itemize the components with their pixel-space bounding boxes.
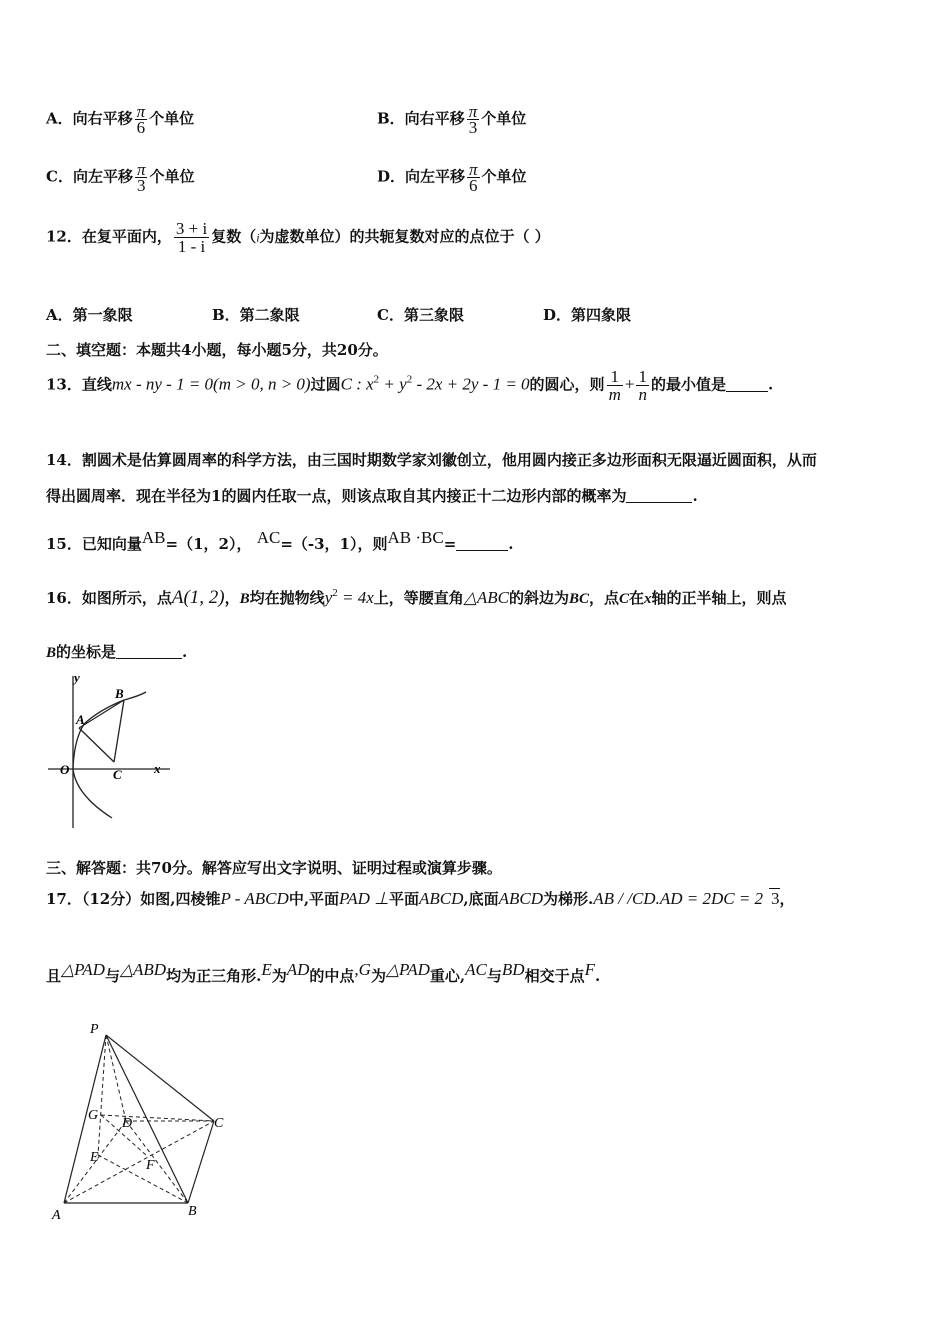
label-c: C [113,767,122,782]
label-p: P [90,1022,99,1037]
label-d: D [122,1116,133,1131]
q17-line-1: 17．（12分）如图,四棱锥P - ABCD中,平面PAD ⊥平面ABCD,底面ABCD为梯形.AB / /CD.AD = 2DC = 2 3， [46,889,795,908]
q17-line-2: 且△PAD与△ABD均为正三角形.E为AD的中点,G为△PAD重心,AC与BD相交于点F. [46,960,601,985]
q16-parabola-figure [44,670,174,832]
q13-answer-blank[interactable] [726,377,768,392]
q11-option-c: C．向左平移 $\frac{\pi}{3}$ 个单位 [46,160,195,195]
q11-option-a: A．向右平移 $\frac{\pi}{6}$ 个单位 [46,102,195,137]
section-3-heading: 三、解答题：共70分。解答应写出文字说明、证明过程或演算步骤。 [46,859,502,877]
segment-ab [79,700,124,728]
q14-line-2: 得出圆周率．现在半径为1的圆内任取一点，则该点取自其内接正十二边形内部的概率为 . [46,487,698,505]
label-a: A [76,712,85,727]
q11-option-b: B．向右平移 $\frac{\pi}{3}$ 个单位 [377,102,527,137]
label-b: B [188,1204,197,1219]
q14-answer-blank[interactable] [626,488,692,503]
q11-option-d: D．向左平移 $\frac{\pi}{6}$ 个单位 [377,160,527,195]
label-o: O [60,762,70,777]
diagonal-bd [126,1121,188,1203]
edge-bc [188,1121,214,1203]
q12-option-a: A．第一象限 [46,306,133,324]
q16-answer-blank[interactable] [116,644,182,659]
q16-line-2: B的坐标是 . [46,643,188,661]
edge-pc [106,1035,214,1121]
q12-option-c: C．第三象限 [377,306,464,324]
q12-stem: 12．在复平面内， $\frac{3 + i}{1 - i}$ 复数（i为虚数单位）的共轭复数对应的点位于（ ） [46,219,550,256]
label-y: y [74,670,80,685]
q12-option-b: B．第二象限 [212,306,300,324]
label-g: G [88,1108,99,1123]
q15-stem: 15．已知向量AB=（1，2）， AC=（-3，1），则AB ·BC= . [46,528,514,553]
label-e: E [90,1150,99,1165]
q16-stem: 16．如图所示，点A(1, 2)，B均在抛物线$y^2 = 4x$上，等腰直角△ABC的斜边为BC，点C在x轴的正半轴上，则点 [46,587,787,608]
q17-pyramid-figure [46,1015,236,1225]
parabola-lower-branch [73,769,112,818]
q13-stem: 13．直线mx - ny - 1 = 0(m > 0, n > 0)过圆C : $x^2 + y^2 - 2x + 2y - 1 = 0$的圆心，则 $\frac{1}{m}$ + $\frac{1}{n}$ 的最小值是 . [46,367,774,404]
edge-pb [106,1035,188,1203]
label-x: x [154,761,161,776]
sqrt-3: 3 [771,889,780,908]
q14-line-1: 14．割圆术是估算圆周率的科学方法，由三国时期数学家刘徽创立，他用圆内接正多边形面积无限逼近圆面积，从而 [46,451,817,469]
label-c: C [214,1116,224,1131]
segment-gc [101,1115,214,1121]
segment-ac [79,728,114,762]
edge-pa [64,1035,106,1203]
label-f: F [146,1158,155,1173]
q15-answer-blank[interactable] [456,536,508,551]
label-b: B [115,686,124,701]
segment-bc [114,700,124,762]
segment-eb [98,1155,188,1203]
label-a: A [52,1208,61,1223]
q12-option-d: D．第四象限 [543,306,632,324]
section-2-heading: 二、填空题：本题共4小题，每小题5分，共20分。 [46,341,388,359]
